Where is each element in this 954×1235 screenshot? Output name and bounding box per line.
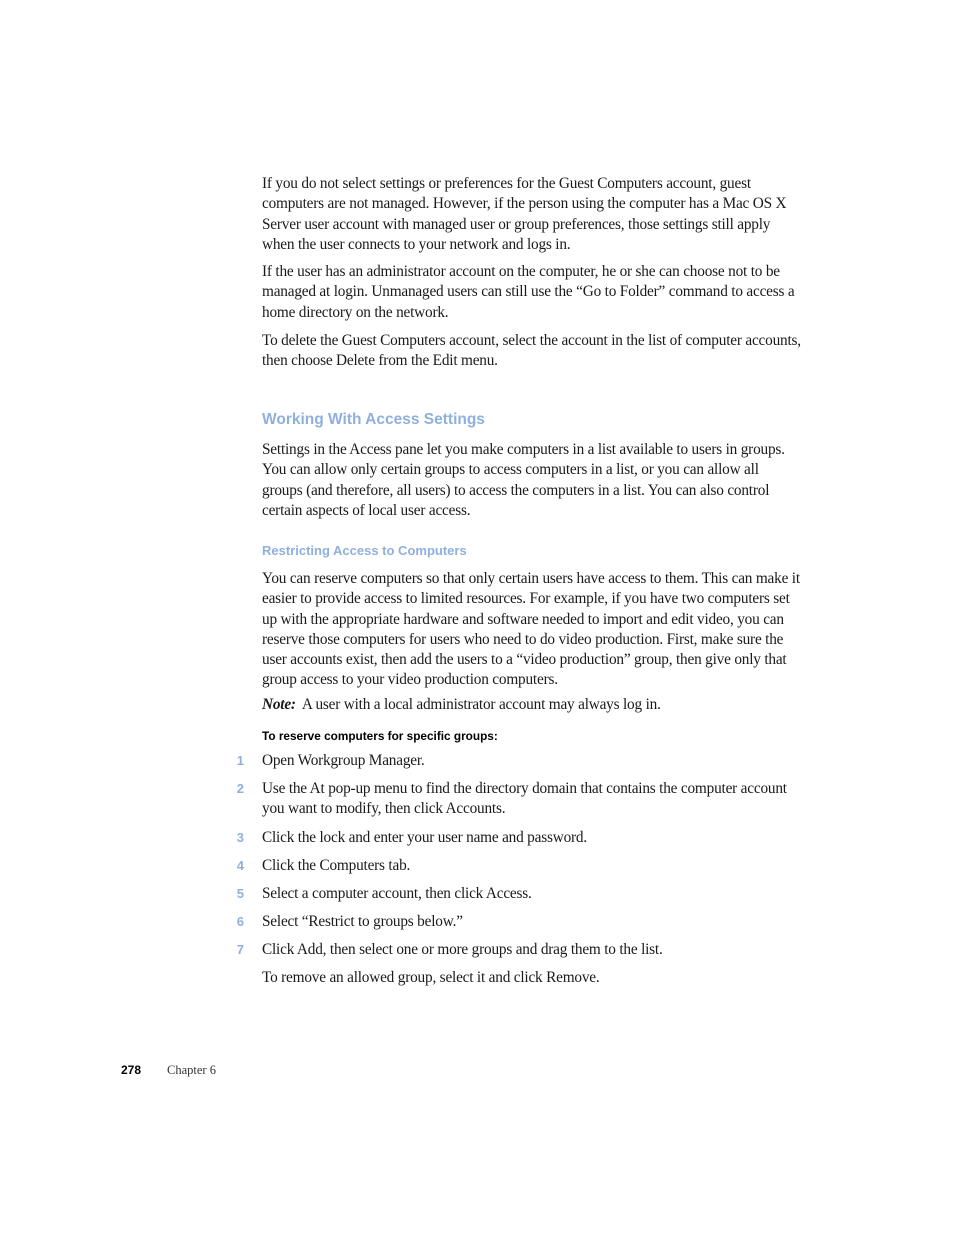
step-followup-text: To remove an allowed group, select it and click Remove.: [262, 969, 600, 986]
page-number: 278: [121, 1063, 142, 1077]
paragraph-administrator-account: If the user has an administrator account on the computer, he or she can choose not to be managed at login. Unmanaged users can still use the “Go to Folder” command to access a home directory on the network.: [262, 263, 795, 321]
step-number: 2: [236, 781, 244, 796]
step-text: Select a computer account, then click Access.: [262, 885, 532, 902]
step-number: 3: [236, 830, 244, 845]
section-heading: Working With Access Settings: [262, 411, 485, 428]
paragraph-reserve-computers: You can reserve computers so that only certain users have access to them. This can make it easier to provide access to limited resources. For example, if you have two computers set up with the appropriate hardware and software needed to import and edit video, you can reserve those computers for users who need to do video production. First, make sure the user accounts exist, then add the users to a “video production” group, then give only that group access to your video production computers.: [262, 570, 800, 689]
step-number: 1: [236, 753, 244, 768]
procedure-heading: To reserve computers for specific groups:: [262, 729, 498, 743]
chapter-label: Chapter 6: [167, 1063, 216, 1077]
paragraph-delete-guest-account: To delete the Guest Computers account, select the account in the list of computer accounts, then choose Delete from the Edit menu.: [262, 332, 801, 370]
step-number: 5: [236, 886, 244, 901]
step-number: 6: [236, 914, 244, 929]
step-text: Click the lock and enter your user name and password.: [262, 829, 587, 846]
paragraph-guest-computers: If you do not select settings or preferences for the Guest Computers account, guest computers are not managed. However, if the person using the computer has a Mac OS X Server user account with managed user or group preferences, those settings still apply when the user connects to your network and logs in.: [262, 175, 787, 253]
subsection-heading: Restricting Access to Computers: [262, 543, 467, 558]
step-text: Select “Restrict to groups below.”: [262, 913, 463, 930]
step-text: Open Workgroup Manager.: [262, 752, 425, 769]
paragraph-access-pane: Settings in the Access pane let you make computers in a list available to users in groups. You can allow only certain groups to access computers in a list, or you can allow all groups (and therefore, all users) to access the computers in a list. You can also control certain aspects of local user access.: [262, 441, 785, 519]
step-number: 7: [236, 942, 244, 957]
step-text: Use the At pop-up menu to find the directory domain that contains the computer account you want to modify, then click Accounts.: [262, 780, 787, 818]
step-text: Click Add, then select one or more groups and drag them to the list.: [262, 941, 663, 958]
step-number: 4: [236, 858, 244, 873]
note-label: Note:: [262, 696, 296, 713]
note: [262, 695, 802, 715]
note-text: A user with a local administrator account may always log in.: [301, 696, 661, 713]
step-text: Click the Computers tab.: [262, 857, 411, 874]
